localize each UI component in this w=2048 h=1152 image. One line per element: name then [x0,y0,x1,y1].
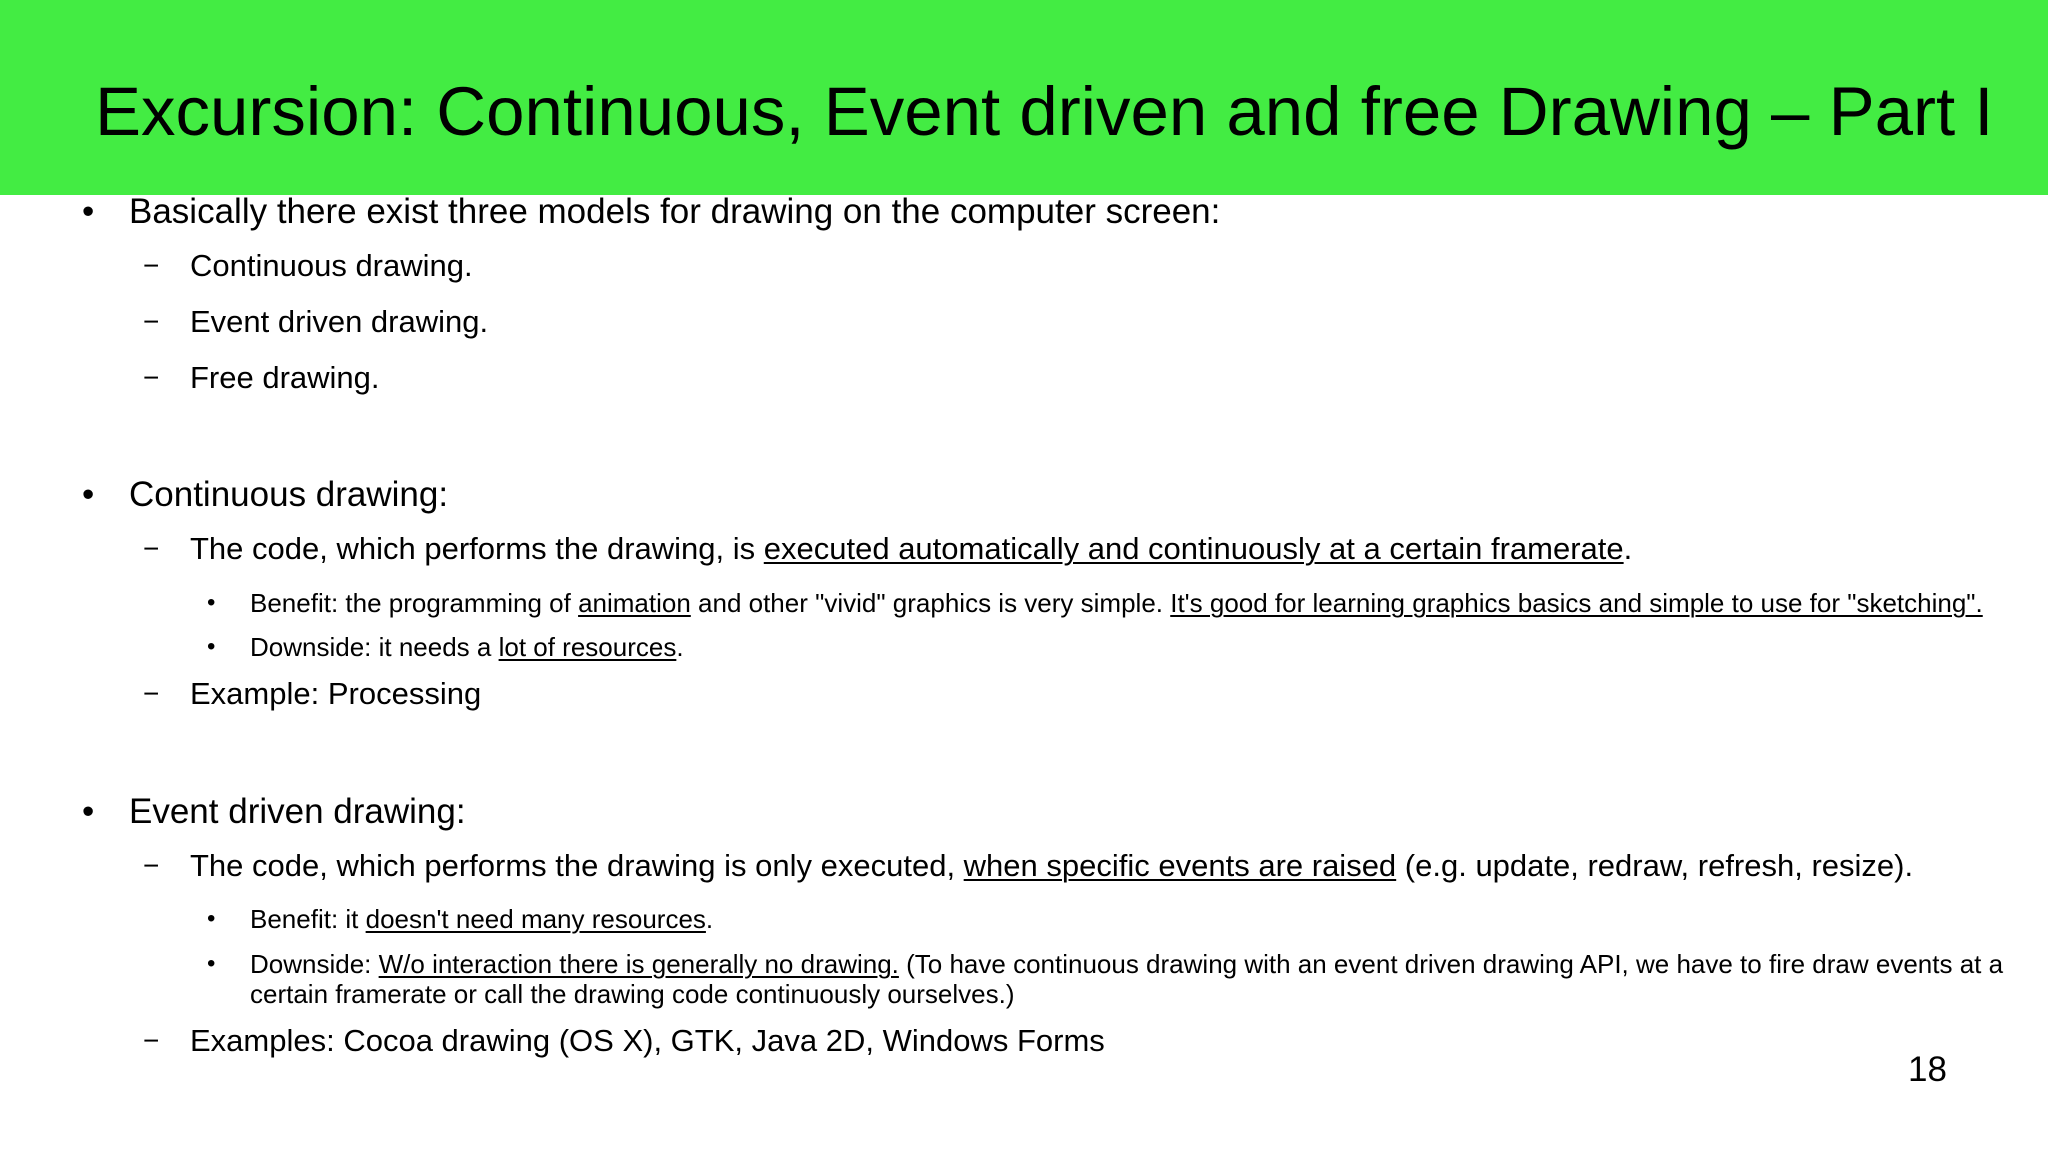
sub-bullet-marker: • [207,950,216,977]
sub-bullet-marker: • [207,589,216,616]
continuous-code-underlined: executed automatically and continuously at a certain framerate [763,531,1624,566]
event-code-line [190,847,1913,885]
intro-text: Basically there exist three models for drawing on the computer screen: [129,192,1221,231]
model-event-driven: Event driven drawing. [190,304,489,339]
dash-marker: − [143,362,160,393]
dash-marker: − [143,678,160,709]
continuous-code-prefix: The code, which performs the drawing, is [190,531,764,566]
event-downside-underlined: W/o interaction there is generally no drawing. [378,949,899,979]
bullet-marker: • [82,792,95,831]
event-code-underlined: when specific events are raised [963,848,1397,883]
continuous-example: Example: Processing [190,676,482,711]
continuous-heading: Continuous drawing: [129,475,449,514]
sub-bullet-marker: • [207,905,216,932]
model-continuous: Continuous drawing. [190,248,473,283]
event-downside-continuation: certain framerate or call the drawing code continuously ourselves.) [250,979,1015,1009]
dash-marker: − [143,306,160,337]
event-downside-suffix: (To have continuous drawing with an event driven drawing API, we have to fire draw events at a [898,949,2004,979]
event-code-prefix: The code, which performs the drawing is only executed, [190,848,964,883]
continuous-code-line [190,530,1632,568]
dash-marker: − [143,1025,160,1056]
dash-marker: − [143,850,160,881]
slide-title: Excursion: Continuous, Event driven and free Drawing – Part I [95,73,1994,150]
continuous-benefit-animation: animation [578,588,691,618]
event-downside-prefix: Downside: [250,949,379,979]
event-benefit-prefix: Benefit: it [250,904,366,934]
continuous-downside-line [250,631,684,663]
event-downside-line [250,948,2003,980]
continuous-benefit-sketching: It's good for learning graphics basics and simple to use for "sketching". [1170,588,1983,618]
continuous-code-suffix: . [1623,531,1633,566]
continuous-benefit-prefix: Benefit: the programming of [250,588,579,618]
event-benefit-underlined: doesn't need many resources [365,904,706,934]
sub-bullet-marker: • [207,633,216,660]
event-benefit-suffix: . [705,904,714,934]
model-free: Free drawing. [190,360,380,395]
dash-marker: − [143,250,160,281]
event-benefit-line [250,903,713,935]
event-examples: Examples: Cocoa drawing (OS X), GTK, Java 2D, Windows Forms [190,1023,1105,1058]
event-code-suffix: (e.g. update, redraw, refresh, resize). [1396,848,1914,883]
continuous-downside-suffix: . [676,632,684,662]
continuous-downside-underlined: lot of resources [498,632,677,662]
bullet-marker: • [82,192,95,231]
event-heading: Event driven drawing: [129,792,466,831]
continuous-benefit-middle: and other "vivid" graphics is very simple. [690,588,1171,618]
bullet-marker: • [82,475,95,514]
page-number: 18 [1908,1050,1947,1089]
continuous-downside-prefix: Downside: it needs a [250,632,499,662]
continuous-benefit-line [250,587,1983,619]
dash-marker: − [143,533,160,564]
